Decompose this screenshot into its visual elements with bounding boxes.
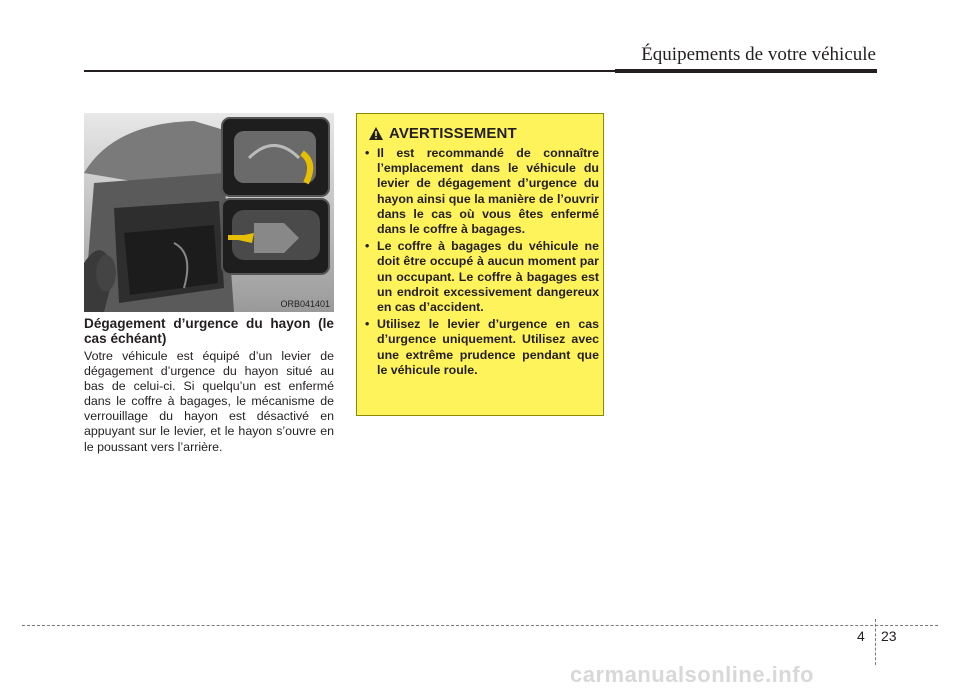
- warning-title: AVERTISSEMENT: [389, 125, 517, 142]
- warning-triangle-icon: [369, 127, 383, 140]
- footer-separator: [875, 619, 876, 665]
- figure-code: ORB041401: [280, 299, 330, 309]
- bullet-icon: •: [365, 239, 370, 254]
- bullet-icon: •: [365, 146, 370, 160]
- chapter-number: 4: [857, 628, 865, 644]
- warning-list: [365, 146, 599, 380]
- bullet-icon: •: [365, 317, 370, 332]
- watermark: carmanualsonline.info: [570, 662, 814, 687]
- footer-rule: [22, 625, 938, 626]
- warning-item: [365, 317, 599, 378]
- warning-item: [365, 239, 599, 315]
- warning-box: [356, 113, 604, 416]
- section-body: Votre véhicule est équipé d’un levier de dégagement d’urgence du hayon situé au bas de celui-ci. Si quelqu’un est enfermé dans le coffre à bagages, le mécanisme de verrouillage du hayon est désactivé en appuyant sur le levier, et le hayon s’ouvre en le poussant vers l’arrière.: [84, 349, 334, 454]
- page-header-title: Équipements de votre véhicule: [641, 44, 876, 65]
- warning-item-text: Il est recommandé de connaître l’emplacement dans le véhicule du levier de dégagement d’urgence du hayon ainsi que la manière de l’ouvrir dans le cas où vous êtes enfermé dans le coffre à bagages.: [377, 146, 599, 237]
- warning-item-text: Le coffre à bagages du véhicule ne doit être occupé à aucun moment par un occupant. Le coffre à bagages est un endroit excessivement dangereux en cas d’accident.: [377, 239, 599, 315]
- warning-item-text: Utilisez le levier d’urgence en cas d’urgence uniquement. Utilisez avec une extrême prudence pendant que le véhicule roule.: [377, 317, 599, 377]
- trunk-illustration: [84, 113, 334, 312]
- trunk-drawing: [84, 113, 334, 312]
- warning-item: [365, 146, 599, 237]
- section-title: Dégagement d’urgence du hayon (le cas échéant): [84, 316, 334, 346]
- warning-header: [369, 125, 517, 142]
- header-rule-accent: [615, 69, 877, 73]
- page-number: 23: [881, 628, 897, 644]
